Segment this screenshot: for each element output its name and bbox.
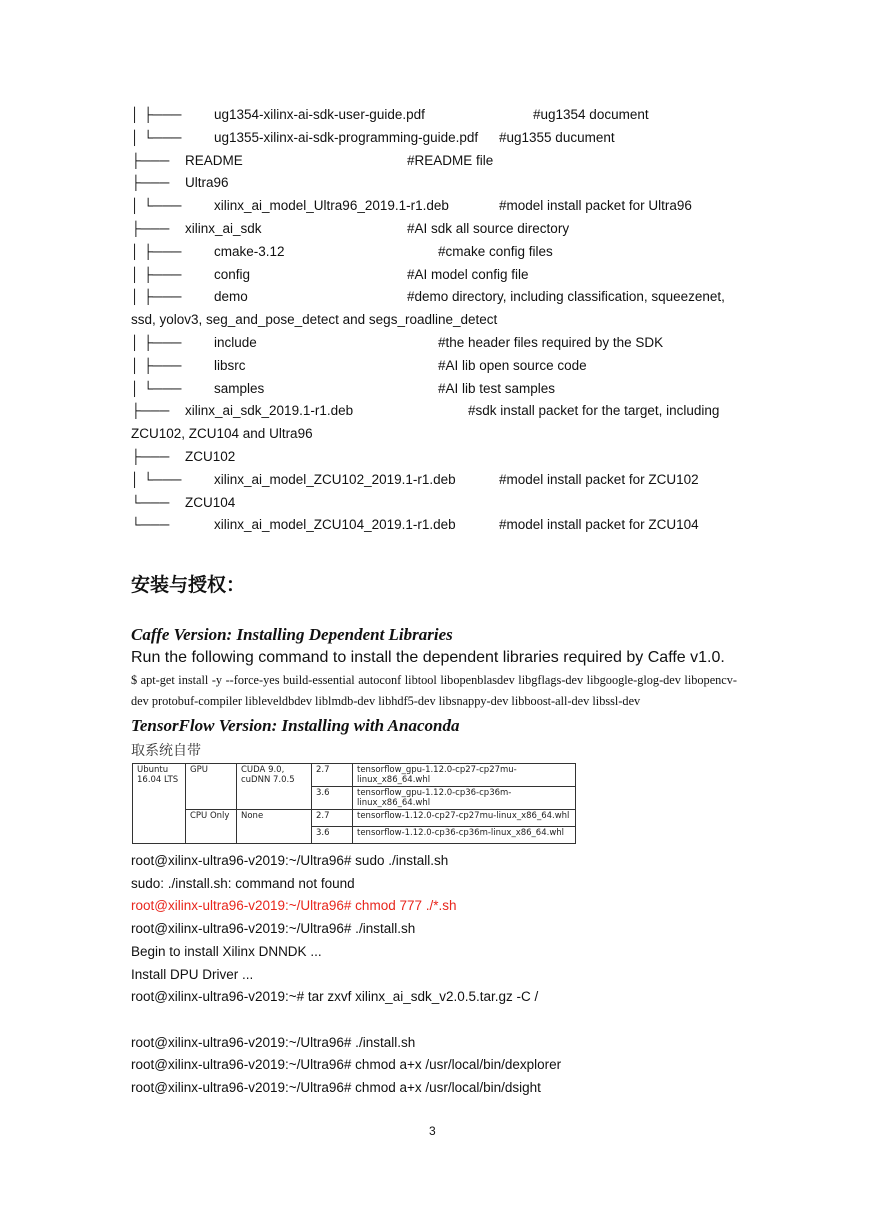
console-line: root@xilinx-ultra96-v2019:~/Ultra96# ./install.sh bbox=[131, 1034, 416, 1050]
tree-entry-comment: #AI lib open source code bbox=[438, 357, 587, 373]
console-line: root@xilinx-ultra96-v2019:~/Ultra96# sudo ./install.sh bbox=[131, 853, 449, 868]
section-heading: 安装与授权： bbox=[131, 574, 246, 596]
tree-branch: │ ├─── bbox=[131, 243, 182, 259]
console-line: sudo: ./install.sh: command not found bbox=[131, 875, 355, 891]
pkg-cell: tensorflow-1.12.0-cp27-cp27mu-linux_x86_64.whl bbox=[353, 810, 576, 827]
tree-entry-comment: ZCU102, ZCU104 and Ultra96 bbox=[131, 426, 313, 442]
tree-entry-name: samples bbox=[214, 380, 265, 396]
tree-entry-comment: #ug1354 document bbox=[533, 107, 649, 122]
tree-entry-name: cmake-3.12 bbox=[214, 243, 285, 259]
py-cell: 3.6 bbox=[312, 787, 353, 810]
hw-cell-gpu: GPU bbox=[186, 764, 237, 810]
os-cell: Ubuntu 16.04 LTS bbox=[133, 764, 186, 844]
tree-branch: │ ├─── bbox=[131, 107, 182, 122]
tree-entry-comment: #ug1355 ducument bbox=[499, 129, 615, 145]
console-line: Install DPU Driver ... bbox=[131, 966, 254, 982]
pkg-cell: tensorflow_gpu-1.12.0-cp36-cp36m-linux_x86_64.whl bbox=[353, 787, 576, 810]
tensorflow-title: TensorFlow Version: Installing with Anaconda bbox=[131, 716, 460, 735]
tree-branch: │ ├─── bbox=[131, 335, 182, 350]
cuda-cell-gpu: CUDA 9.0, cuDNN 7.0.5 bbox=[237, 764, 312, 810]
tree-branch: └─── bbox=[131, 517, 170, 533]
tree-entry-comment: #model install packet for Ultra96 bbox=[499, 198, 692, 214]
tree-branch: │ ├─── bbox=[131, 289, 182, 305]
tree-entry-comment: ssd, yolov3, seg_and_pose_detect and segs_roadline_detect bbox=[131, 312, 498, 328]
caffe-intro: Run the following command to install the dependent libraries required by Caffe v1.0. bbox=[131, 649, 725, 666]
tree-entry-name: include bbox=[214, 335, 257, 350]
tree-entry-name: xilinx_ai_model_ZCU102_2019.1-r1.deb bbox=[214, 471, 456, 487]
tree-branch: ├─── bbox=[131, 221, 170, 236]
tree-entry-name: demo bbox=[214, 289, 248, 305]
tree-entry-name: xilinx_ai_model_ZCU104_2019.1-r1.deb bbox=[214, 517, 456, 533]
tree-branch: │ └─── bbox=[131, 129, 182, 145]
tree-branch: ├─── bbox=[131, 152, 170, 168]
tree-entry-name: xilinx_ai_sdk_2019.1-r1.deb bbox=[185, 403, 354, 419]
hw-cell-cpu: CPU Only bbox=[186, 810, 237, 844]
tree-entry-comment: #model install packet for ZCU102 bbox=[499, 471, 699, 487]
tree-branch: │ └─── bbox=[131, 380, 182, 396]
tree-entry-comment: #AI model config file bbox=[407, 266, 529, 282]
tree-branch: ├─── bbox=[131, 403, 170, 419]
tree-entry-comment: #cmake config files bbox=[438, 243, 553, 259]
tree-entry-comment: #AI lib test samples bbox=[438, 380, 556, 396]
console-line: root@xilinx-ultra96-v2019:~/Ultra96# chmod 777 ./*.sh bbox=[131, 898, 457, 914]
tree-entry-comment: #sdk install packet for the target, including bbox=[468, 403, 720, 419]
tree-entry-comment: #AI sdk all source directory bbox=[407, 221, 570, 236]
tree-branch: └─── bbox=[131, 494, 170, 510]
page-number: 3 bbox=[429, 1124, 436, 1138]
console-line: root@xilinx-ultra96-v2019:~# tar zxvf xilinx_ai_sdk_v2.0.5.tar.gz -C / bbox=[131, 989, 539, 1005]
tensorflow-version-table bbox=[132, 763, 576, 844]
console-line: root@xilinx-ultra96-v2019:~/Ultra96# chmod a+x /usr/local/bin/dexplorer bbox=[131, 1057, 562, 1073]
caffe-title: Caffe Version: Installing Dependent Libraries bbox=[131, 625, 453, 644]
tree-entry-name: ZCU104 bbox=[185, 494, 236, 510]
tree-entry-name: Ultra96 bbox=[185, 175, 229, 191]
tree-entry-comment: #the header files required by the SDK bbox=[438, 335, 664, 350]
pkg-cell: tensorflow_gpu-1.12.0-cp27-cp27mu-linux_x86_64.whl bbox=[353, 764, 576, 787]
tree-entry-comment: #README file bbox=[407, 152, 494, 168]
tree-entry-name: README bbox=[185, 152, 243, 168]
tree-branch: ├─── bbox=[131, 449, 170, 464]
tensorflow-note: 取系统自带 bbox=[131, 743, 201, 759]
py-cell: 2.7 bbox=[312, 810, 353, 827]
tree-entry-name: xilinx_ai_sdk bbox=[185, 221, 262, 236]
tree-entry-name: config bbox=[214, 266, 251, 282]
tree-entry-name: ug1354-xilinx-ai-sdk-user-guide.pdf bbox=[214, 107, 425, 122]
console-line: root@xilinx-ultra96-v2019:~/Ultra96# ./install.sh bbox=[131, 921, 416, 937]
tree-branch: ├─── bbox=[131, 175, 170, 191]
tree-entry-name: ZCU102 bbox=[185, 449, 236, 464]
tree-branch: │ └─── bbox=[131, 198, 182, 214]
tree-entry-comment: #model install packet for ZCU104 bbox=[499, 517, 699, 533]
tree-entry-name: xilinx_ai_model_Ultra96_2019.1-r1.deb bbox=[214, 198, 449, 214]
pkg-cell: tensorflow-1.12.0-cp36-cp36m-linux_x86_64.whl bbox=[353, 827, 576, 844]
py-cell: 3.6 bbox=[312, 827, 353, 844]
tree-branch: │ ├─── bbox=[131, 357, 182, 373]
tree-entry-name: libsrc bbox=[214, 357, 246, 373]
tree-entry-name: ug1355-xilinx-ai-sdk-programming-guide.pdf bbox=[214, 129, 479, 145]
console-line: Begin to install Xilinx DNNDK ... bbox=[131, 943, 322, 959]
tree-entry-comment: #demo directory, including classification, squeezenet, bbox=[407, 289, 725, 305]
tree-branch: │ └─── bbox=[131, 471, 182, 487]
py-cell: 2.7 bbox=[312, 764, 353, 787]
tree-branch: │ ├─── bbox=[131, 266, 182, 282]
console-line: root@xilinx-ultra96-v2019:~/Ultra96# chmod a+x /usr/local/bin/dsight bbox=[131, 1080, 541, 1095]
cuda-cell-cpu: None bbox=[237, 810, 312, 844]
caffe-command: $ apt-get install -y --force-yes build-essential autoconf libtool libopenblasdev libgflags-dev libgoogle-glog-dev libopencv-dev protobuf-compiler libleveldbdev liblmdb-dev libhdf5-dev libsnappy-dev libboost-all-dev libssl-dev bbox=[131, 673, 737, 708]
